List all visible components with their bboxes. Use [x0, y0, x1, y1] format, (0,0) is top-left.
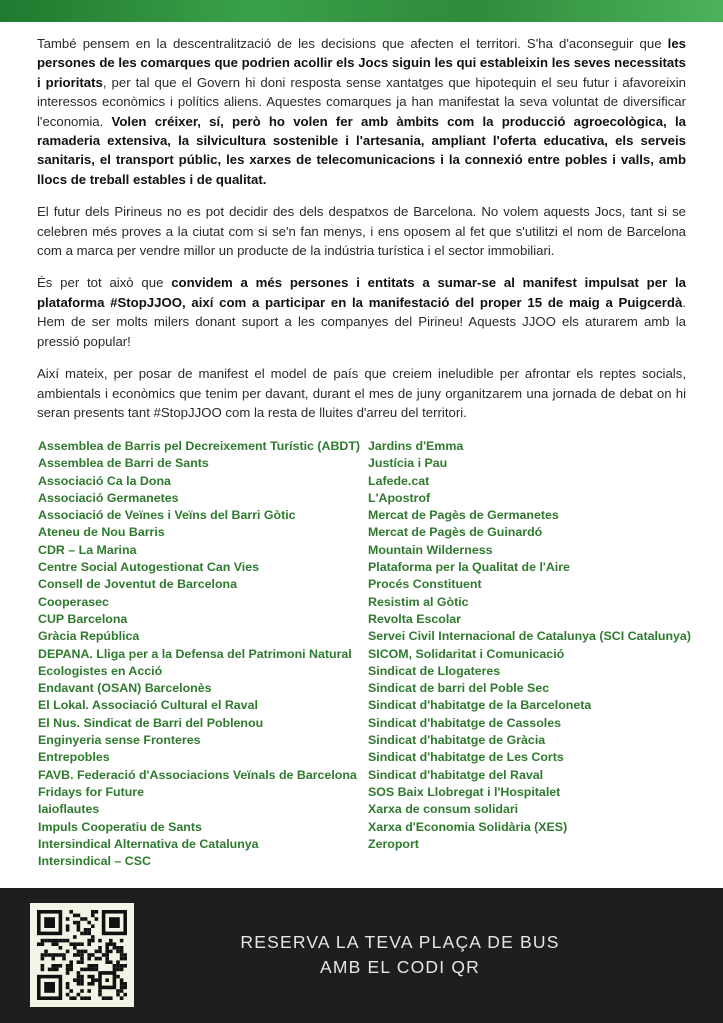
organization-item: Enginyeria sense Fronteres [38, 733, 201, 748]
bold-text-run: convidem a més persones i entitats a sumar-se al manifest impulsat per la plataforma #StopJJOO, així com a participar en la manifestació del proper 15 de maig a Puigcerdà [37, 275, 686, 310]
organization-item: Endavant (OSAN) Barcelonès [38, 681, 212, 696]
organization-item: SICOM, Solidaritat i Comunicació [368, 646, 565, 661]
organization-item: Associació Ca la Dona [38, 473, 171, 488]
organization-item: Mercat de Pagès de Germanetes [368, 508, 559, 523]
organization-item: Revolta Escolar [368, 611, 461, 626]
text-run: El futur dels Pirineus no es pot decidir des dels despatxos de Barcelona. No volem aquests Jocs, tant si se celebren més proves a la ciutat com si se'n fan menys, i ens oposem al fet que s'utilitzi el nom de Barcelona com a marca per vendre millor un producte de la indústria turística i el sector immobiliari. [37, 204, 686, 259]
organization-item: Impuls Cooperatiu de Sants [38, 819, 202, 834]
cta-line-1: RESERVA LA TEVA PLAÇA DE BUS [240, 932, 560, 952]
supporting-organizations [38, 438, 691, 870]
organization-item: Sindicat de Llogateres [368, 663, 501, 678]
bold-text-run: Volen créixer, sí, però ho volen fer amb àmbits com la producció agroecològica, la ramaderia extensiva, la silvicultura sostenible i l'artesania, ampliant l'oferta educativa, els serveis sanitaris, el transport públic, les xarxes de telecomunicacions i la connexió entre pobles i valls, amb llocs de treball estables i de qualitat. [37, 113, 686, 187]
organization-item: Intersindical Alternativa de Catalunya [38, 836, 259, 851]
text-run: Així mateix, per posar de manifest el model de país que creiem ineludible per afrontar els reptes socials, ambientals i econòmics que tenim per davant, durant el mes de juny organitzarem una jornada de debat on hi seran presents tant #StopJJOO com la resta de lluites d'arreu del territori. [37, 366, 686, 420]
organization-item: Zeroport [368, 836, 419, 851]
organization-item: FAVB. Federació d'Associacions Veïnals de Barcelona [38, 767, 357, 782]
organization-item: Jardins d'Emma [368, 439, 464, 453]
organization-item: Sindicat d'habitatge de Les Corts [368, 750, 564, 765]
organization-item: Cooperasec [38, 594, 109, 609]
paragraph [37, 273, 686, 351]
organization-item: Iaioflautes [38, 802, 100, 817]
organization-item: Sindicat d'habitatge de la Barceloneta [368, 698, 592, 713]
organization-item: El Lokal. Associació Cultural el Raval [38, 698, 258, 713]
paragraph [37, 202, 686, 260]
organization-item: L'Apostrof [368, 490, 431, 505]
text-run: També pensem en la descentralització de les decisions que afecten el territori. S'ha d'aconseguir que [37, 36, 668, 51]
organization-item: Assemblea de Barri de Sants [38, 456, 209, 471]
organization-item: SOS Baix Llobregat i l'Hospitalet [368, 784, 561, 799]
organization-item: Fridays for Future [38, 784, 145, 799]
top-green-band [0, 0, 723, 22]
organization-item: Procés Constituent [368, 577, 482, 592]
organization-item: Plataforma per la Qualitat de l'Aire [368, 560, 570, 575]
organization-item: Ecologistes en Acció [38, 663, 163, 678]
footer-banner [0, 888, 723, 1023]
organization-item: DEPANA. Lliga per a la Defensa del Patrimoni Natural [38, 646, 352, 661]
organization-item: El Nus. Sindicat de Barri del Poblenou [38, 715, 264, 730]
organization-item: Associació Germanetes [38, 490, 179, 505]
qr-code-graphic [30, 903, 134, 1007]
organization-item: Justícia i Pau [368, 456, 448, 471]
text-run: , per tal que el Govern hi doni resposta sense xantatges que hipotequin el seu futur i afavoreixin interessos econòmics i polítics aliens. Aquestes comarques ja han manifestat la seva voluntat de diversificar l'economia. [37, 74, 686, 129]
cta-line-2: AMB EL CODI QR [319, 957, 481, 977]
manifesto-text [37, 34, 686, 435]
organizations-column-2 [368, 438, 691, 870]
organization-item: Consell de Joventut de Barcelona [38, 577, 237, 592]
organization-item: CUP Barcelona [38, 611, 128, 626]
organization-item: Sindicat d'habitatge del Raval [368, 767, 544, 782]
text-run: És per tot això que [37, 275, 172, 291]
qr-code-icon[interactable] [30, 903, 134, 1007]
organization-item: Intersindical – CSC [38, 854, 151, 869]
organization-item: Sindicat d'habitatge de Cassoles [368, 715, 561, 730]
organization-item: Sindicat d'habitatge de Gràcia [368, 733, 546, 748]
organization-item: Lafede.cat [368, 473, 430, 488]
organization-item: CDR – La Marina [38, 542, 137, 557]
bold-text-run: les persones de les comarques que podrien acollir els Jocs siguin les qui estableixin les seves necessitats i prioritats [37, 36, 686, 90]
organizations-column-1 [38, 438, 368, 870]
organization-item: Centre Social Autogestionat Can Vies [38, 560, 260, 575]
paragraph [37, 364, 686, 422]
organization-item: Associació de Veïnes i Veïns del Barri Gòtic [38, 508, 296, 523]
paragraph [37, 34, 686, 189]
organization-item: Servei Civil Internacional de Catalunya (SCI Catalunya) [368, 629, 691, 644]
organization-item: Mercat de Pagès de Guinardó [368, 525, 543, 540]
organization-item: Xarxa de consum solidari [368, 802, 519, 817]
organization-item: Gràcia República [38, 629, 140, 644]
organization-item: Xarxa d'Economia Solidària (XES) [368, 819, 568, 834]
organization-item: Resistim al Gòtic [368, 594, 469, 609]
bus-reservation-cta [190, 930, 610, 980]
text-run: . Hem de ser molts milers donant suport a les companyes del Pirineu! Aquests JJOO els aturarem amb la pressió popular! [37, 294, 686, 349]
organization-item: Sindicat de barri del Poble Sec [368, 681, 550, 696]
organization-item: Assemblea de Barris pel Decreixement Turístic (ABDT) [38, 439, 361, 453]
organization-item: Ateneu de Nou Barris [38, 525, 165, 540]
organization-item: Entrepobles [38, 750, 110, 765]
organization-item: Mountain Wilderness [368, 542, 493, 557]
